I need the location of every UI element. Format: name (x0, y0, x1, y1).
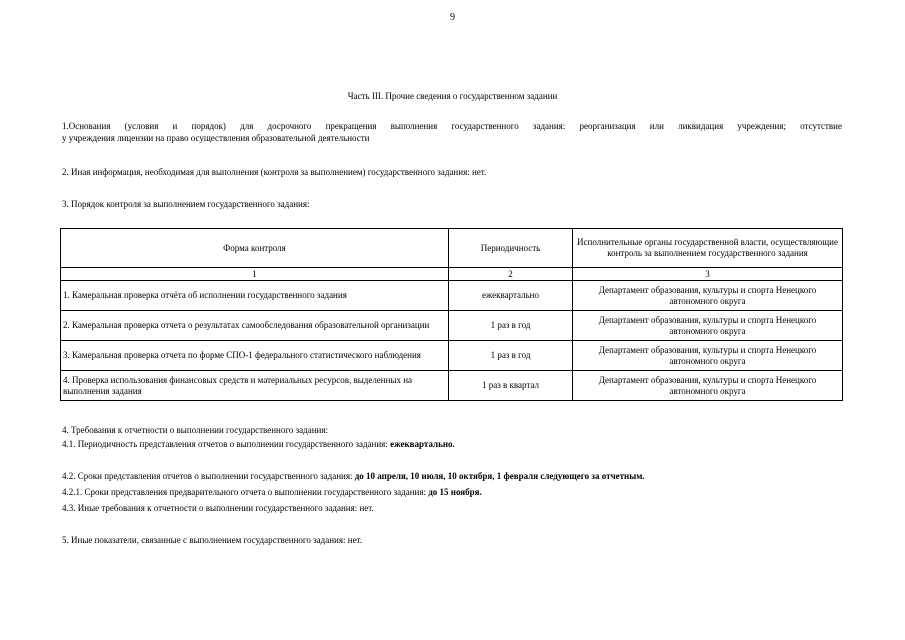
control-form-cell: 3. Камеральная проверка отчета по форме СПО-1 федерального статистического наблюдения (61, 341, 449, 371)
control-form-cell: 4. Проверка использования финансовых средств и материальных ресурсов, выделенных на выполнения задания (61, 371, 449, 401)
authority-cell: Департамент образования, культуры и спорта Ненецкого автономного округа (573, 371, 843, 401)
periodicity-cell: 1 раз в квартал (449, 371, 573, 401)
reporting-deadlines (62, 470, 842, 482)
header-periodicity: Периодичность (449, 229, 573, 268)
column-number: 1 (61, 268, 449, 281)
other-reporting-requirements: 4.3. Иные требования к отчетности о выполнении государственного задания: нет. (62, 503, 374, 513)
periodicity-cell: 1 раз в год (449, 311, 573, 341)
reporting-requirements-heading: 4. Требования к отчетности о выполнении государственного задания: (62, 425, 328, 435)
table-number-row (61, 268, 843, 281)
periodicity-cell: ежеквартально (449, 281, 573, 311)
periodicity-cell: 1 раз в год (449, 341, 573, 371)
preliminary-report-deadline (62, 486, 842, 498)
reporting-periodicity (62, 438, 842, 450)
control-table (60, 228, 843, 401)
reporting-periodicity-value: ежеквартально. (390, 439, 455, 449)
control-form-cell: 2. Камеральная проверка отчета о результатах самообследования образовательной организации (61, 311, 449, 341)
table-row (61, 311, 843, 341)
table-header-row (61, 229, 843, 268)
reporting-deadlines-value: до 10 апреля, 10 июля, 10 октября, 1 февраля следующего за отчетным. (354, 471, 645, 481)
table-row (61, 371, 843, 401)
column-number: 2 (449, 268, 573, 281)
termination-grounds-line1: 1.Основания (условия и порядок) для досрочного прекращения выполнения государственного задания: реорганизация или ликвидация учреждения; отсутствие (62, 121, 842, 131)
preliminary-report-value: до 15 ноября. (428, 487, 482, 497)
control-procedure-heading: 3. Порядок контроля за выполнением государственного задания: (62, 199, 310, 209)
table-row (61, 341, 843, 371)
control-form-cell: 1. Камеральная проверка отчёта об исполнении государственного задания (61, 281, 449, 311)
preliminary-report-text: 4.2.1. Сроки представления предварительного отчета о выполнении государственного задания: (62, 487, 429, 497)
other-information: 2. Иная информация, необходимая для выполнения (контроля за выполнением) государственного задания: нет. (62, 167, 487, 177)
table-row (61, 281, 843, 311)
authority-cell: Департамент образования, культуры и спорта Ненецкого автономного округа (573, 281, 843, 311)
header-control-form: Форма контроля (61, 229, 449, 268)
other-indicators: 5. Иные показатели, связанные с выполнением государственного задания: нет. (62, 535, 363, 545)
header-authority: Исполнительные органы государственной власти, осуществляющие контроль за выполнением государственного задания (573, 229, 843, 268)
reporting-deadlines-text: 4.2. Сроки представления отчетов о выполнении государственного задания: (62, 471, 355, 481)
authority-cell: Департамент образования, культуры и спорта Ненецкого автономного округа (573, 311, 843, 341)
termination-grounds-line2: у учреждения лицензии на право осуществления образовательной деятельности (62, 133, 370, 143)
reporting-periodicity-text: 4.1. Периодичность представления отчетов о выполнении государственного задания: (62, 439, 391, 449)
page-number: 9 (450, 12, 455, 23)
section-title: Часть III. Прочие сведения о государственном задании (347, 91, 558, 101)
column-number: 3 (573, 268, 843, 281)
authority-cell: Департамент образования, культуры и спорта Ненецкого автономного округа (573, 341, 843, 371)
